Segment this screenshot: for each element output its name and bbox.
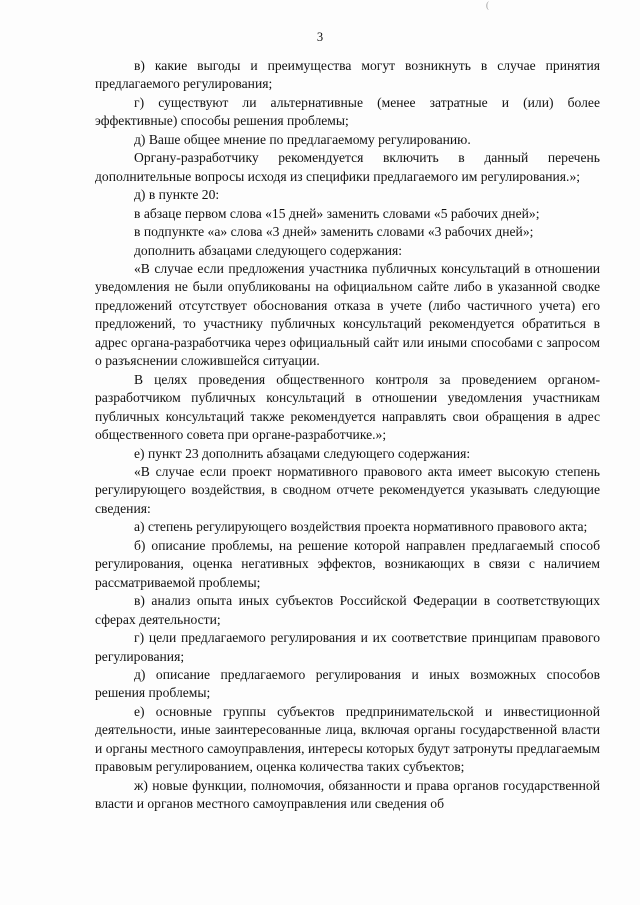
paragraph: а) степень регулирующего воздействия проекта нормативного правового акта; — [134, 519, 588, 535]
paragraph: г) цели предлагаемого регулирования и их соответствие принципам правового регулирования; — [95, 630, 600, 664]
paragraph: Органу-разработчику рекомендуется включить в данный перечень дополнительные вопросы исходя из специфики предлагаемого им регулирования.»; — [95, 150, 600, 184]
paragraph: «В случае если предложения участника публичных консультаций в отношении уведомления не были опубликованы на официальном сайте либо в указанной сводке предложений отсутствует обоснования отказа в учете (либо частичного учета) его предложений, то участнику публичных консультаций рекомендуется обратиться в адрес органа-разработчика через официальный сайт или иными способами с запросом о разъяснении сложившейся ситуации. — [95, 260, 600, 369]
paragraph: д) Ваше общее мнение по предлагаемому регулированию. — [134, 131, 471, 147]
paragraph: дополнить абзацами следующего содержания: — [134, 242, 403, 258]
paragraph: «В случае если проект нормативного правового акта имеет высокую степень регулирующего воздействия, в сводном отчете рекомендуется указывать следующие сведения: — [95, 463, 600, 516]
page-number: 3 — [316, 30, 324, 44]
paragraph: д) описание предлагаемого регулирования и иных возможных способов решения проблемы; — [95, 666, 600, 701]
paragraph: ж) новые функции, полномочия, обязанности и права органов государственной власти и органов местного самоуправления или сведения об — [95, 777, 600, 812]
paragraph: в подпункте «а» слова «3 дней» заменить словами «3 рабочих дней»; — [134, 224, 534, 240]
paragraph: д) в пункте 20: — [134, 187, 220, 203]
scan-mark: ( — [486, 0, 489, 10]
paragraph: В целях проведения общественного контроля за проведением органом-разработчиком публичных консультаций в отношении уведомления участникам публичных консультаций также рекомендуется направлять свои обращения в адрес общественного совета при органе-разработчике.»; — [95, 371, 600, 443]
document-body — [95, 57, 600, 814]
paragraph: в) анализ опыта иных субъектов Российской Федерации в соответствующих сферах деятельности; — [95, 593, 600, 627]
paragraph: б) описание проблемы, на решение которой направлен предлагаемый способ регулирования, оценка негативных эффектов, возникающих в связи с наличием рассматриваемой проблемы; — [95, 537, 600, 590]
paragraph: г) существуют ли альтернативные (менее затратные и (или) более эффективные) способы решения проблемы; — [95, 94, 600, 129]
paragraph: в) какие выгоды и преимущества могут возникнуть в случае принятия предлагаемого регулирования; — [95, 58, 600, 92]
paragraph: е) пункт 23 дополнить абзацами следующего содержания: — [134, 445, 471, 461]
paragraph: в абзаце первом слова «15 дней» заменить словами «5 рабочих дней»; — [134, 205, 540, 221]
paragraph: е) основные группы субъектов предпринимательской и инвестиционной деятельности, иные заинтересованные лица, включая органы государственной власти и органы местного самоуправления, интересы которых будут затронуты предлагаемым правовым регулированием, оценка количества таких субъектов; — [95, 703, 600, 775]
